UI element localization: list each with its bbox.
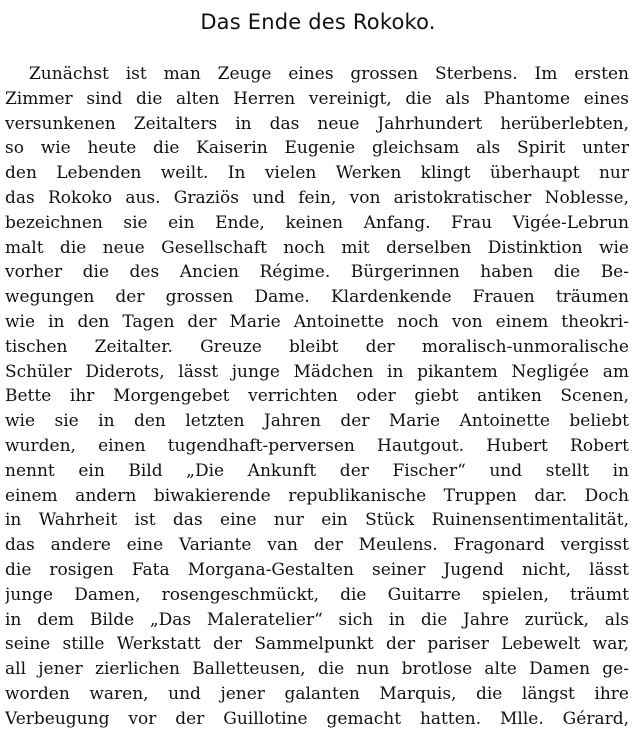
text-line: malt die neue Gesellschaft noch mit derselben Distinktion wie (5, 237, 629, 258)
text-line: Zunächst ist man Zeuge eines grossen Sterbens. Im ersten (29, 64, 629, 84)
text-line: nennt ein Bild „Die Ankunft der Fischer“ und stellt in (5, 460, 629, 481)
text-line: Zimmer sind die alten Herren vereinigt, die als Phantome eines (5, 88, 629, 109)
text-line: junge Damen, rosengeschmückt, die Guitarre spielen, träumt (5, 584, 629, 605)
body-text (5, 62, 629, 732)
text-line: bezeichnen sie ein Ende, keinen Anfang. Frau Vigée-Lebrun (5, 212, 629, 233)
text-line: versunkenen Zeitalters in das neue Jahrhundert herüberlebten, (5, 113, 629, 134)
text-line: all jener zierlichen Balletteusen, die nun brotlose alte Damen ge- (5, 659, 629, 680)
text-line: wie in den Tagen der Marie Antoinette noch von einem theokri- (5, 311, 629, 332)
text-line: wurden, einen tugendhaft-perversen Hautgout. Hubert Robert (5, 435, 629, 456)
text-line: das andere eine Variante van der Meulens. Fragonard vergisst (5, 535, 629, 556)
text-line: einem andern biwakierende republikanische Truppen dar. Doch (5, 485, 629, 506)
text-line: die rosigen Fata Morgana-Gestalten seiner Jugend nicht, lässt (5, 559, 629, 580)
text-line: seine stille Werkstatt der Sammelpunkt der pariser Lebewelt war, (5, 634, 629, 655)
text-line: worden waren, und jener galanten Marquis, die längst ihre (5, 683, 629, 704)
text-line: das Rokoko aus. Graziös und fein, von aristokratischer Noblesse, (5, 187, 629, 208)
text-line: in dem Bilde „Das Maleratelier“ sich in die Jahre zurück, als (5, 609, 629, 630)
text-line: Schüler Diderots, lässt junge Mädchen in pikantem Negligée am (5, 361, 629, 382)
text-line: den Lebenden weilt. In vielen Werken klingt überhaupt nur (5, 163, 629, 184)
text-line: in Wahrheit ist das eine nur ein Stück Ruinensentimentalität, (5, 510, 629, 531)
text-line: tischen Zeitalter. Greuze bleibt der moralisch-unmoralische (5, 336, 629, 357)
text-line: wie sie in den letzten Jahren der Marie Antoinette beliebt (5, 411, 629, 432)
text-line: Verbeugung vor der Guillotine gemacht hatten. Mlle. Gérard, (5, 708, 629, 729)
text-line: Bette ihr Morgengebet verrichten oder giebt antiken Scenen, (5, 386, 629, 407)
text-line: wegungen der grossen Dame. Klardenkende Frauen träumen (5, 287, 629, 308)
text-line: vorher die des Ancien Régime. Bürgerinnen haben die Be- (5, 262, 629, 283)
text-line: so wie heute die Kaiserin Eugenie gleichsam als Spirit unter (5, 138, 629, 159)
chapter-title: Das Ende des Rokoko. (200, 10, 436, 34)
